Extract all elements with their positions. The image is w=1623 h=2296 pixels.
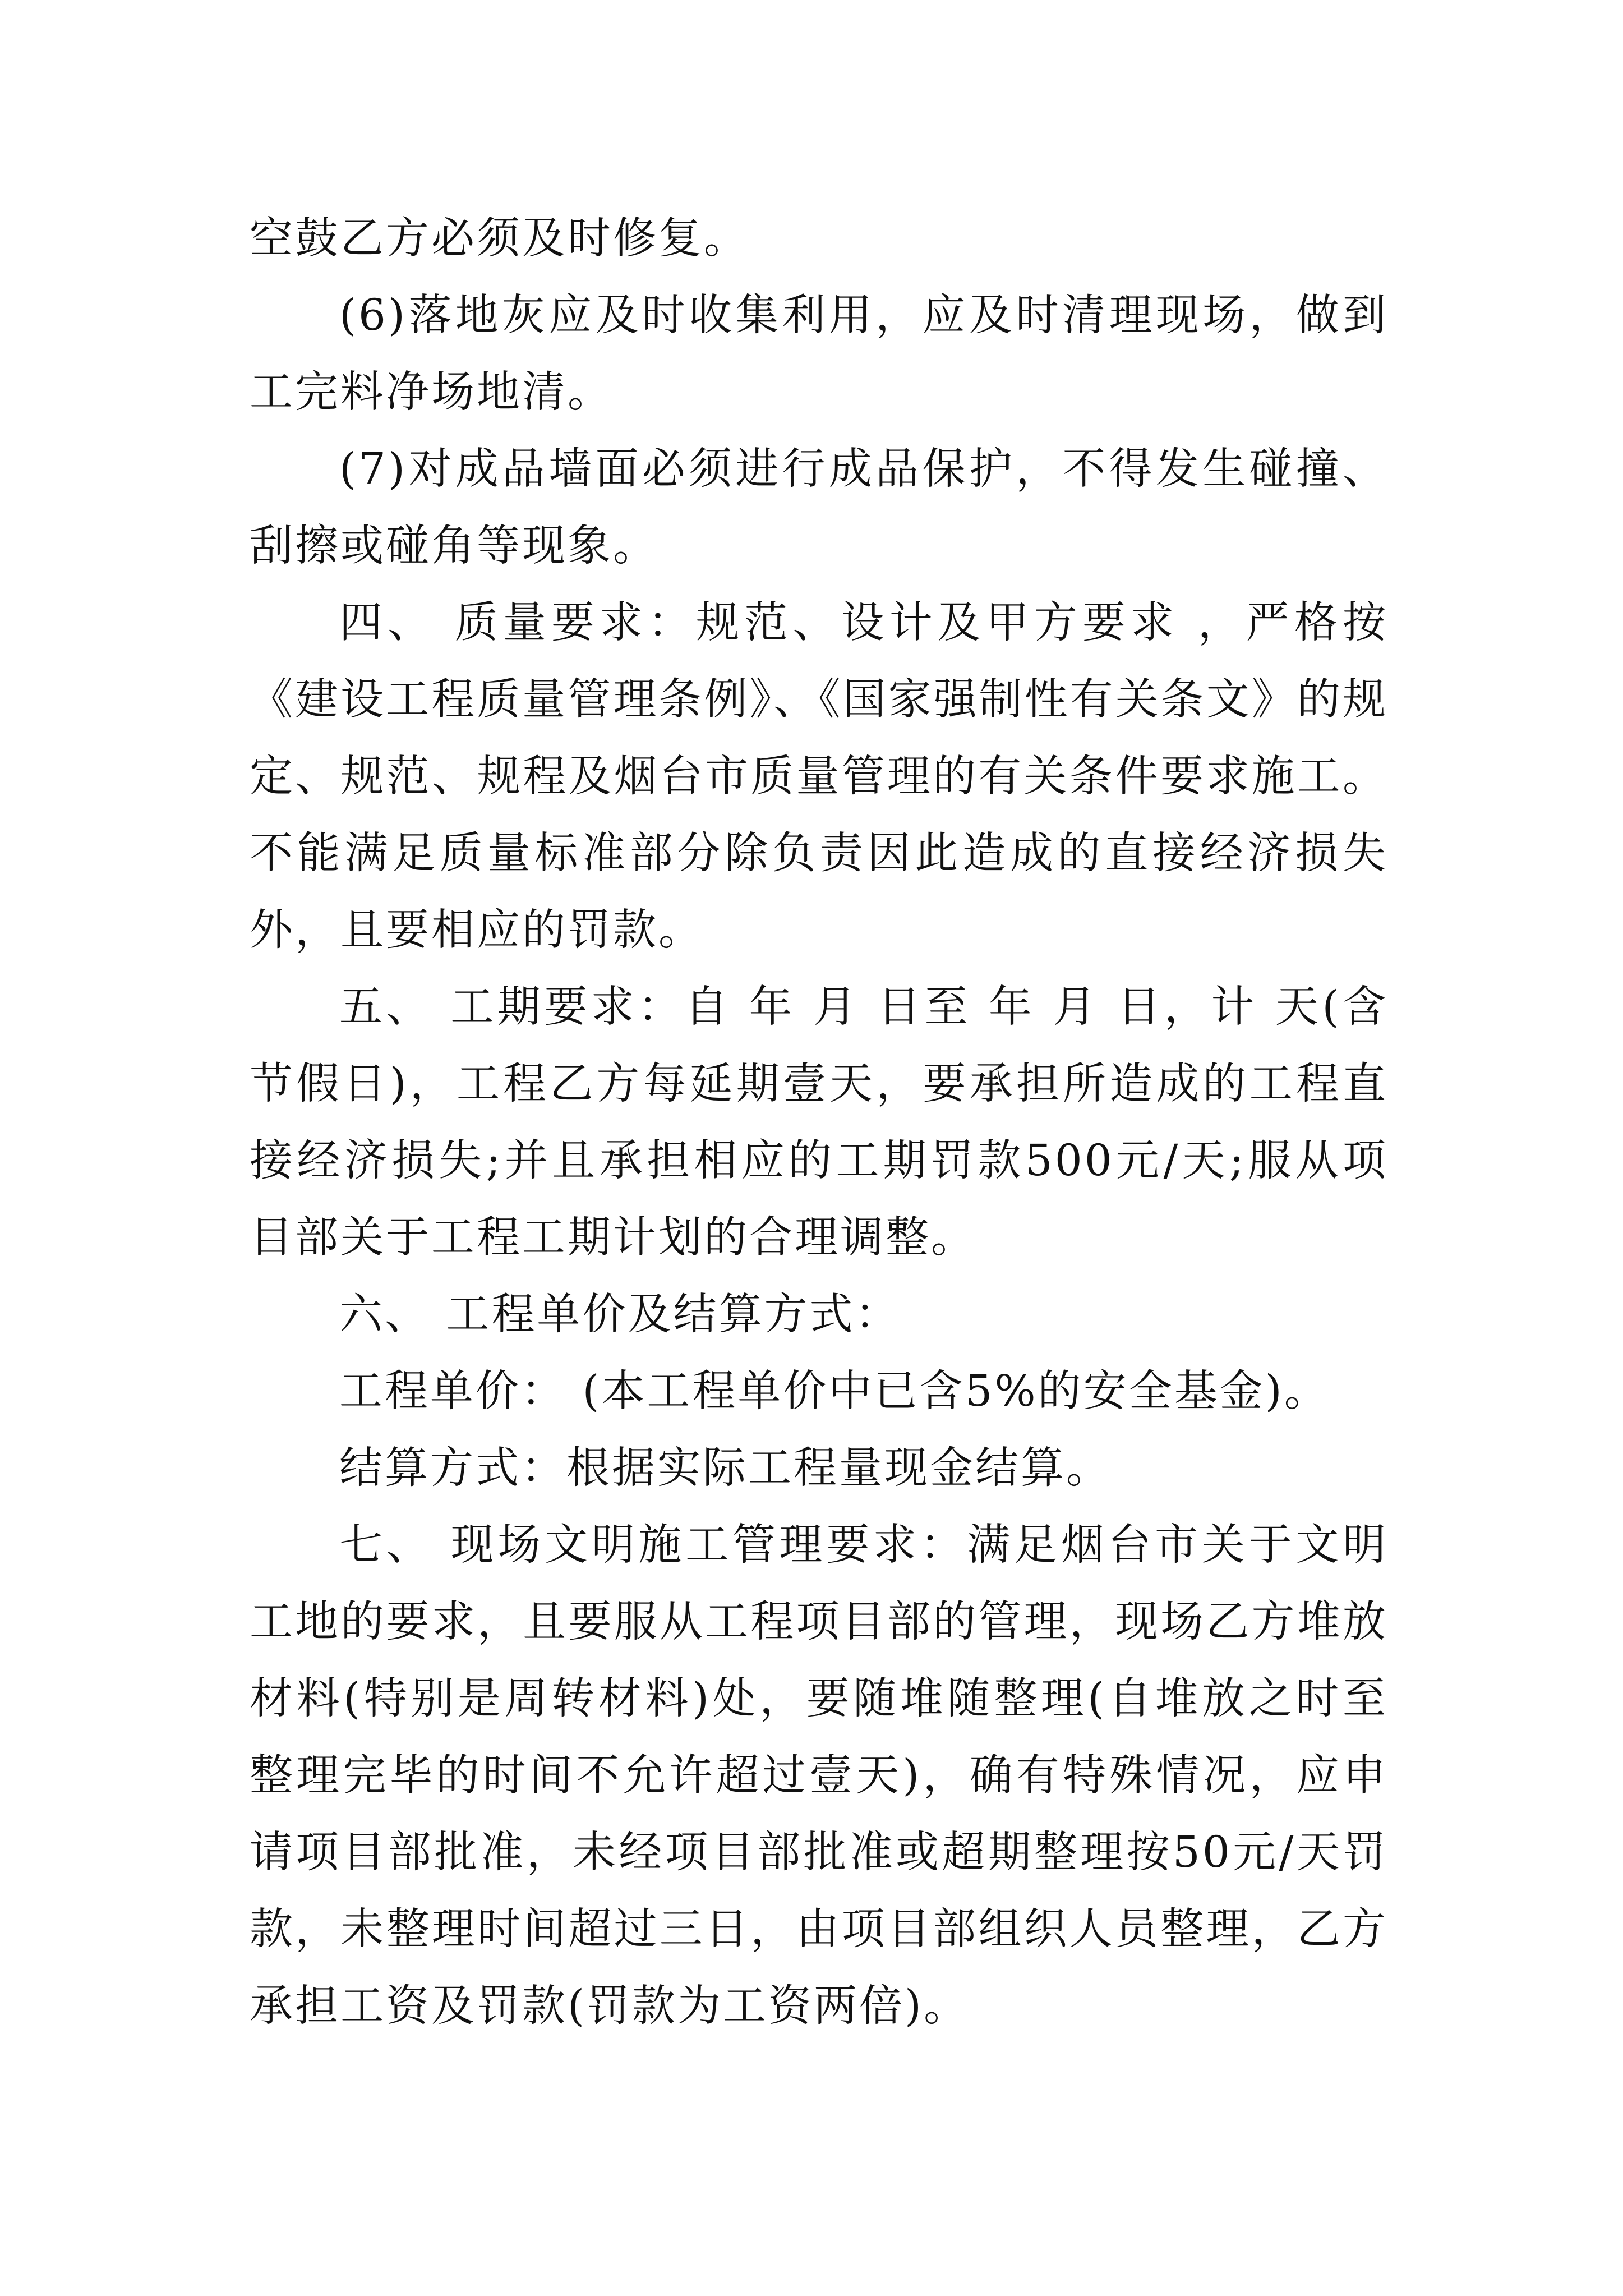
paragraph-section-7-site-management: 七、 现场文明施工管理要求：满足烟台市关于文明工地的要求，且要服从工程项目部的管理，现场乙方堆放材料(特别是周转材料)处，要随堆随整理(自堆放之时至整理完毕的时间不允许超过壹天)，确有特殊情况，应申请项目部批准，未经项目部批准或超期整理按50元/天罚款，未整理时间超过三日，由项目部组织人员整理，乙方承担工资及罚款(罚款为工资两倍)。 — [250, 1520, 1388, 2031]
paragraph-settlement-method: 结算方式：根据实际工程量现金结算。 — [339, 1443, 1112, 1493]
paragraph-item-7-protection: (7)对成品墙面必须进行成品保护，不得发生碰撞、刮擦或碰角等现象。 — [250, 444, 1388, 571]
paragraph-item-6-cleanup: (6)落地灰应及时收集利用，应及时清理现场，做到工完料净场地清。 — [250, 291, 1388, 417]
paragraph-section-6-heading: 六、 工程单价及结算方式： — [339, 1290, 901, 1340]
paragraph-section-4-quality: 四、 质量要求：规范、设计及甲方要求 ，严格按《建设工程质量管理条例》、《国家强制性有关条文》的规定、规范、规程及烟台市质量管理的有关条件要求施工。不能满足质量标准部分除负责因此造成的直接经济损失外，且要相应的罚款。 — [250, 598, 1388, 955]
document-body — [250, 200, 1388, 2045]
paragraph-hollow-repair: 空鼓乙方必须及时修复。 — [250, 214, 749, 264]
paragraph-unit-price: 工程单价： (本工程单价中已含5%的安全基金)。 — [339, 1366, 1330, 1416]
paragraph-section-5-schedule: 五、 工期要求：自 年 月 日至 年 月 日，计 天(含节假日)，工程乙方每延期壹天，要承担所造成的工程直接经济损失;并且承担相应的工期罚款500元/天;服从项目部关于工程工期计划的合理调整。 — [250, 982, 1388, 1263]
